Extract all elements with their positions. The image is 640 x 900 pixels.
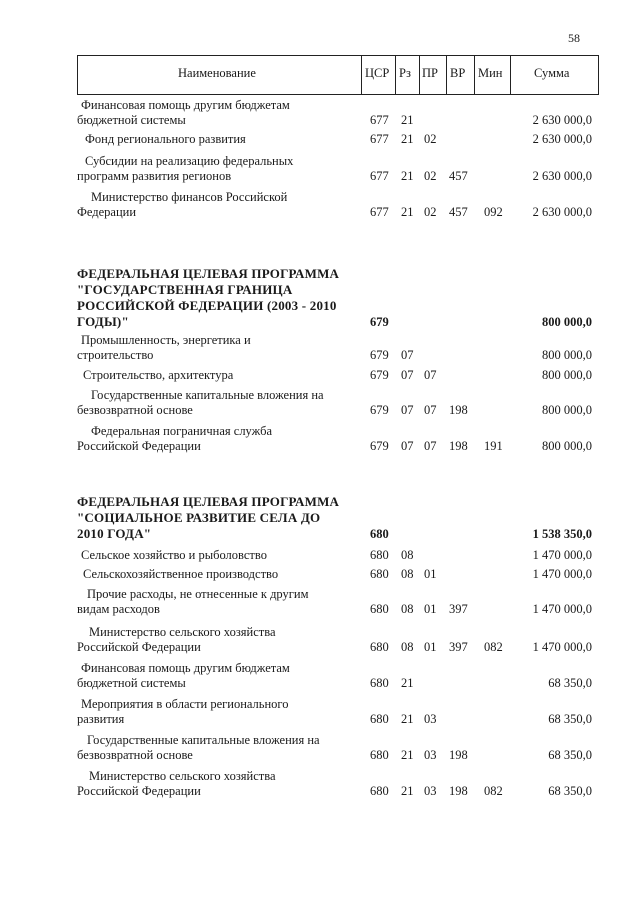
cell-pr: 01 <box>424 567 437 581</box>
cell-csr: 677 <box>370 169 389 183</box>
header-name: Наименование <box>178 66 256 80</box>
row-name-line: Российской Федерации <box>77 784 201 798</box>
header-divider <box>77 55 78 95</box>
cell-csr: 680 <box>370 712 389 726</box>
cell-sum: 1 470 000,0 <box>532 567 592 581</box>
row-name <box>77 190 367 220</box>
row-name-line: Государственные капитальные вложения на <box>91 388 324 402</box>
cell-sum: 800 000,0 <box>542 315 592 329</box>
row-name-line: Прочие расходы, не отнесенные к другим <box>87 587 309 601</box>
cell-csr: 680 <box>370 548 389 562</box>
cell-sum: 68 350,0 <box>548 748 592 762</box>
row-name-line: Промышленность, энергетика и <box>81 333 251 347</box>
cell-rz: 21 <box>401 784 414 798</box>
row-name-line: Министерство сельского хозяйства <box>89 625 276 639</box>
cell-pr: 02 <box>424 205 437 219</box>
row-name-line: Сельскохозяйственное производство <box>83 567 279 581</box>
cell-vr: 397 <box>449 640 468 654</box>
row-name <box>77 388 367 418</box>
row-name-line: Российской Федерации <box>77 640 201 654</box>
cell-sum: 68 350,0 <box>548 784 592 798</box>
cell-sum: 800 000,0 <box>542 368 592 382</box>
row-name-line: строительство <box>77 348 154 362</box>
row-name-line: "СОЦИАЛЬНОЕ РАЗВИТИЕ СЕЛА ДО <box>77 510 321 525</box>
cell-sum: 68 350,0 <box>548 676 592 690</box>
header-divider <box>510 55 511 95</box>
cell-sum: 68 350,0 <box>548 712 592 726</box>
cell-rz: 21 <box>401 748 414 762</box>
cell-csr: 680 <box>370 527 389 541</box>
row-name-line: Мероприятия в области регионального <box>81 697 289 711</box>
row-name-line: программ развития регионов <box>77 169 232 183</box>
cell-csr: 677 <box>370 205 389 219</box>
cell-rz: 08 <box>401 602 414 616</box>
cell-min: 092 <box>484 205 503 219</box>
cell-csr: 679 <box>370 315 389 329</box>
cell-rz: 21 <box>401 113 414 127</box>
cell-min: 191 <box>484 439 503 453</box>
cell-csr: 679 <box>370 348 389 362</box>
cell-rz: 21 <box>401 712 414 726</box>
cell-rz: 07 <box>401 439 414 453</box>
header-top-rule <box>77 55 599 56</box>
cell-rz: 07 <box>401 348 414 362</box>
row-name <box>77 132 367 147</box>
program-title <box>77 494 367 542</box>
cell-vr: 457 <box>449 205 468 219</box>
row-name-line: Федерации <box>77 205 137 219</box>
row-name-line: 2010 ГОДА" <box>77 526 152 541</box>
cell-pr: 01 <box>424 640 437 654</box>
cell-pr: 03 <box>424 712 437 726</box>
cell-csr: 680 <box>370 567 389 581</box>
row-name-line: бюджетной системы <box>77 676 186 690</box>
row-name-line: "ГОСУДАРСТВЕННАЯ ГРАНИЦА <box>77 282 293 297</box>
cell-vr: 397 <box>449 602 468 616</box>
cell-vr: 198 <box>449 403 468 417</box>
cell-csr: 680 <box>370 784 389 798</box>
header-pr: ПР <box>422 66 438 80</box>
cell-sum: 1 470 000,0 <box>532 602 592 616</box>
row-name <box>77 368 367 383</box>
header-divider <box>446 55 447 95</box>
cell-vr: 198 <box>449 784 468 798</box>
row-name-line: развития <box>77 712 125 726</box>
row-name <box>77 625 367 655</box>
row-name-line: Государственные капитальные вложения на <box>87 733 320 747</box>
cell-csr: 679 <box>370 403 389 417</box>
row-name <box>77 661 367 691</box>
header-vr: ВР <box>450 66 466 80</box>
header-sum: Сумма <box>534 66 570 80</box>
row-name-line: Министерство финансов Российской <box>91 190 288 204</box>
row-name-line: ФЕДЕРАЛЬНАЯ ЦЕЛЕВАЯ ПРОГРАММА <box>77 266 340 281</box>
cell-csr: 677 <box>370 113 389 127</box>
header-divider <box>395 55 396 95</box>
cell-rz: 21 <box>401 676 414 690</box>
row-name <box>77 587 367 617</box>
cell-pr: 03 <box>424 748 437 762</box>
row-name-line: бюджетной системы <box>77 113 186 127</box>
cell-rz: 08 <box>401 640 414 654</box>
cell-min: 082 <box>484 640 503 654</box>
cell-pr: 03 <box>424 784 437 798</box>
cell-rz: 21 <box>401 132 414 146</box>
row-name-line: безвозвратной основе <box>77 403 193 417</box>
cell-sum: 2 630 000,0 <box>532 113 592 127</box>
row-name <box>77 769 367 799</box>
cell-rz: 07 <box>401 403 414 417</box>
row-name-line: безвозвратной основе <box>77 748 193 762</box>
row-name-line: Российской Федерации <box>77 439 201 453</box>
cell-pr: 07 <box>424 439 437 453</box>
cell-sum: 2 630 000,0 <box>532 205 592 219</box>
cell-rz: 08 <box>401 548 414 562</box>
cell-min: 082 <box>484 784 503 798</box>
row-name-line: Сельское хозяйство и рыболовство <box>81 548 267 562</box>
cell-csr: 680 <box>370 640 389 654</box>
cell-rz: 21 <box>401 205 414 219</box>
cell-csr: 680 <box>370 602 389 616</box>
row-name <box>77 567 367 582</box>
page-number: 58 <box>568 31 580 45</box>
cell-sum: 800 000,0 <box>542 403 592 417</box>
row-name-line: Субсидии на реализацию федеральных <box>85 154 294 168</box>
cell-vr: 457 <box>449 169 468 183</box>
row-name-line: Финансовая помощь другим бюджетам <box>81 98 290 112</box>
header-divider <box>361 55 362 95</box>
row-name-line: Строительство, архитектура <box>83 368 234 382</box>
row-name-line: Финансовая помощь другим бюджетам <box>81 661 290 675</box>
cell-rz: 08 <box>401 567 414 581</box>
header-csr: ЦСР <box>365 66 390 80</box>
row-name-line: ФЕДЕРАЛЬНАЯ ЦЕЛЕВАЯ ПРОГРАММА <box>77 494 340 509</box>
row-name <box>77 733 367 763</box>
cell-rz: 21 <box>401 169 414 183</box>
cell-sum: 2 630 000,0 <box>532 169 592 183</box>
cell-pr: 07 <box>424 368 437 382</box>
row-name <box>77 697 367 727</box>
cell-sum: 800 000,0 <box>542 439 592 453</box>
row-name-line: Федеральная пограничная служба <box>91 424 273 438</box>
cell-rz: 07 <box>401 368 414 382</box>
row-name-line: РОССИЙСКОЙ ФЕДЕРАЦИИ (2003 - 2010 <box>77 298 337 313</box>
row-name-line: Фонд регионального развития <box>85 132 246 146</box>
cell-sum: 2 630 000,0 <box>532 132 592 146</box>
cell-sum: 1 470 000,0 <box>532 640 592 654</box>
cell-csr: 679 <box>370 439 389 453</box>
cell-pr: 01 <box>424 602 437 616</box>
cell-pr: 02 <box>424 132 437 146</box>
row-name <box>77 424 367 454</box>
header-divider <box>474 55 475 95</box>
cell-csr: 680 <box>370 748 389 762</box>
cell-sum: 1 538 350,0 <box>532 527 592 541</box>
cell-pr: 02 <box>424 169 437 183</box>
cell-csr: 677 <box>370 132 389 146</box>
row-name-line: ГОДЫ)" <box>77 314 129 329</box>
cell-vr: 198 <box>449 439 468 453</box>
cell-csr: 680 <box>370 676 389 690</box>
program-title <box>77 266 367 330</box>
header-bottom-rule <box>77 94 599 95</box>
row-name <box>77 333 367 363</box>
row-name-line: Министерство сельского хозяйства <box>89 769 276 783</box>
cell-sum: 800 000,0 <box>542 348 592 362</box>
row-name <box>77 548 367 563</box>
cell-csr: 679 <box>370 368 389 382</box>
header-rz: Рз <box>399 66 411 80</box>
row-name <box>77 154 367 184</box>
cell-vr: 198 <box>449 748 468 762</box>
row-name <box>77 98 367 128</box>
cell-sum: 1 470 000,0 <box>532 548 592 562</box>
cell-pr: 07 <box>424 403 437 417</box>
header-min: Мин <box>478 66 503 80</box>
row-name-line: видам расходов <box>77 602 160 616</box>
header-divider <box>419 55 420 95</box>
header-divider <box>598 55 599 95</box>
